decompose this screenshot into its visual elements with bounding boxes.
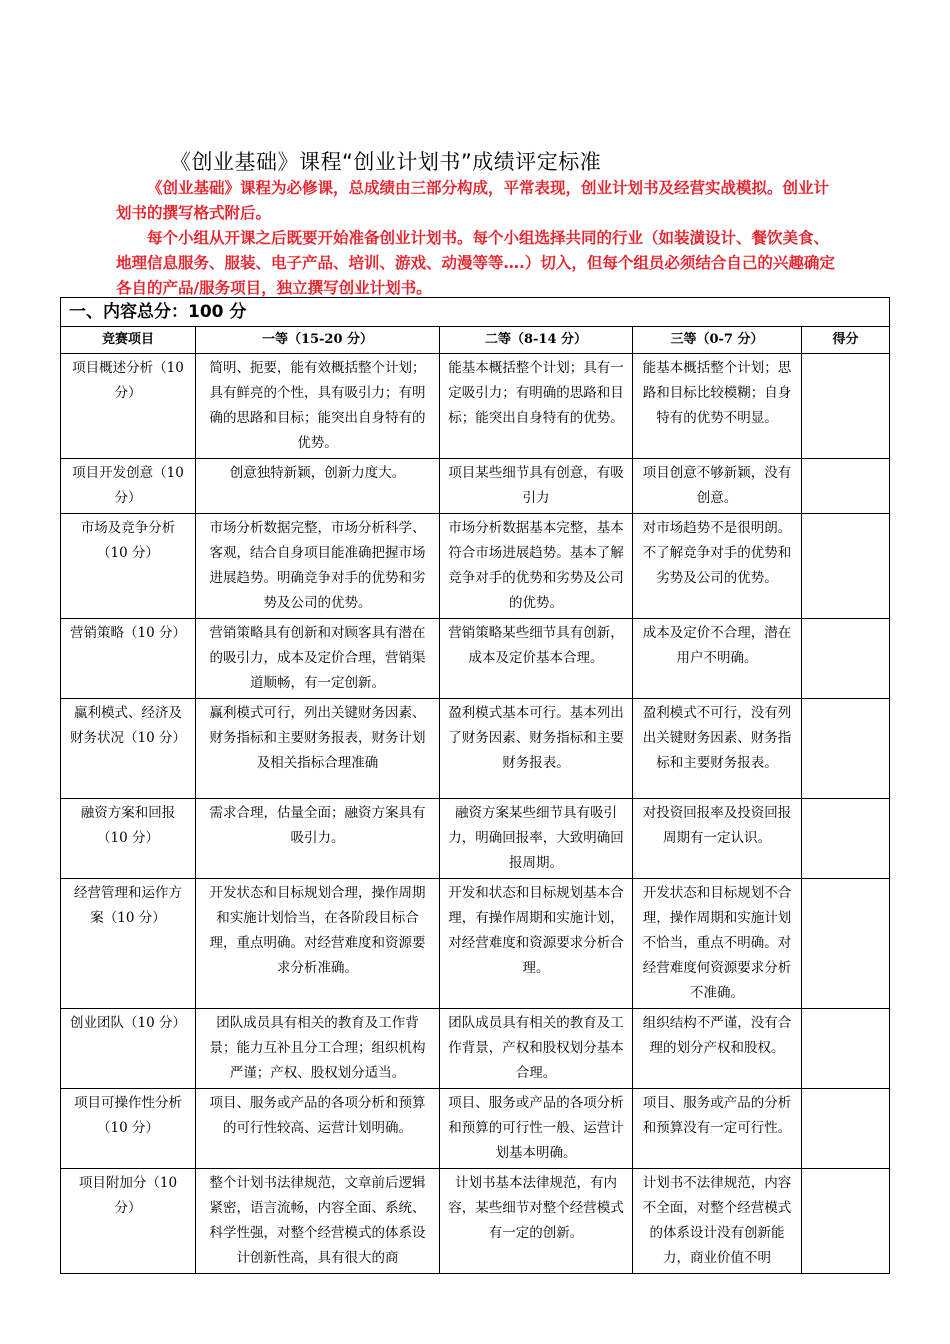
row-second-class: 项目某些细节具有创意，有吸引力	[440, 459, 633, 514]
row-score[interactable]	[802, 1089, 890, 1169]
intro-paragraph-2	[116, 226, 836, 301]
section-title: 一、内容总分：100 分	[61, 298, 890, 327]
row-score[interactable]	[802, 1169, 890, 1274]
table-row	[61, 799, 890, 879]
row-second-class: 营销策略某些细节具有创新，成本及定价基本合理。	[440, 619, 633, 699]
section-header-row	[61, 298, 890, 327]
row-third-class: 能基本概括整个计划；思路和目标比较模糊；自身特有的优势不明显。	[633, 354, 802, 459]
row-item: 创业团队（10 分）	[61, 1009, 196, 1089]
row-item: 赢利模式、经济及财务状况（10 分）	[61, 699, 196, 799]
row-second-class: 融资方案某些细节具有吸引力，明确回报率，大致明确回报周期。	[440, 799, 633, 879]
row-item: 经营管理和运作方案（10 分）	[61, 879, 196, 1009]
row-score[interactable]	[802, 459, 890, 514]
row-third-class: 项目、服务或产品的分析和预算没有一定可行性。	[633, 1089, 802, 1169]
row-item: 融资方案和回报（10 分）	[61, 799, 196, 879]
row-item: 项目可操作性分析（10 分）	[61, 1089, 196, 1169]
row-first-class: 需求合理，估量全面；融资方案具有吸引力。	[196, 799, 440, 879]
row-third-class: 开发状态和目标规划不合理，操作周期和实施计划不恰当，重点不明确。对经营难度何资源要求分析不准确。	[633, 879, 802, 1009]
table-row	[61, 879, 890, 1009]
row-item: 营销策略（10 分）	[61, 619, 196, 699]
page-title: 《创业基础》课程“创业计划书”成绩评定标准	[170, 150, 602, 174]
table-row	[61, 1169, 890, 1274]
row-score[interactable]	[802, 879, 890, 1009]
table-row	[61, 354, 890, 459]
row-second-class: 盈利模式基本可行。基本列出了财务因素、财务指标和主要财务报表。	[440, 699, 633, 799]
row-third-class: 成本及定价不合理，潜在用户不明确。	[633, 619, 802, 699]
row-score[interactable]	[802, 699, 890, 799]
row-third-class: 对投资回报率及投资回报周期有一定认识。	[633, 799, 802, 879]
row-item: 市场及竞争分析（10 分）	[61, 514, 196, 619]
table-row	[61, 1089, 890, 1169]
row-first-class: 营销策略具有创新和对顾客具有潜在的吸引力，成本及定价合理，营销渠道顺畅，有一定创新。	[196, 619, 440, 699]
row-third-class: 对市场趋势不是很明朗。不了解竞争对手的优势和劣势及公司的优势。	[633, 514, 802, 619]
row-first-class: 赢利模式可行，列出关键财务因素、财务指标和主要财务报表，财务计划及相关指标合理准确	[196, 699, 440, 799]
table-row	[61, 459, 890, 514]
row-third-class: 计划书不法律规范，内容不全面，对整个经营模式的体系设计没有创新能力，商业价值不明	[633, 1169, 802, 1274]
row-first-class: 简明、扼要，能有效概括整个计划；具有鲜亮的个性，具有吸引力；有明确的思路和目标；能突出自身特有的优势。	[196, 354, 440, 459]
row-third-class: 项目创意不够新颖，没有创意。	[633, 459, 802, 514]
row-item: 项目附加分（10 分）	[61, 1169, 196, 1274]
table-row	[61, 1009, 890, 1089]
intro-text-2: 每个小组从开课之后既要开始准备创业计划书。每个小组选择共同的行业（如装潢设计、餐饮美食、地理信息服务、服装、电子产品、培训、游戏、动漫等等….）切入，但每个组员必须结合自己的兴趣确定各自的产品/服务项目，独立撰写创业计划书。	[116, 229, 835, 297]
row-item: 项目概述分析（10 分）	[61, 354, 196, 459]
header-second-class: 二等（8-14 分）	[440, 327, 633, 354]
table-row	[61, 619, 890, 699]
intro-text-1: 《创业基础》课程为必修课，总成绩由三部分构成，平常表现，创业计划书及经营实战模拟。创业计划书的撰写格式附后。	[116, 179, 830, 222]
row-first-class: 市场分析数据完整，市场分析科学、客观，结合自身项目能准确把握市场进展趋势。明确竞争对手的优势和劣势及公司的优势。	[196, 514, 440, 619]
table-row	[61, 514, 890, 619]
table-row	[61, 699, 890, 799]
row-third-class: 盈利模式不可行，没有列出关键财务因素、财务指标和主要财务报表。	[633, 699, 802, 799]
row-second-class: 团队成员具有相关的教育及工作背景，产权和股权划分基本合理。	[440, 1009, 633, 1089]
scoring-table	[60, 297, 890, 1274]
header-third-class: 三等（0-7 分）	[633, 327, 802, 354]
row-second-class: 项目、服务或产品的各项分析和预算的可行性一般、运营计划基本明确。	[440, 1089, 633, 1169]
header-first-class: 一等（15-20 分）	[196, 327, 440, 354]
row-first-class: 项目、服务或产品的各项分析和预算的可行性较高、运营计划明确。	[196, 1089, 440, 1169]
row-second-class: 开发和状态和目标规划基本合理，有操作周期和实施计划，对经营难度和资源要求分析合理。	[440, 879, 633, 1009]
row-score[interactable]	[802, 514, 890, 619]
row-score[interactable]	[802, 799, 890, 879]
header-score: 得分	[802, 327, 890, 354]
row-first-class: 创意独特新颖，创新力度大。	[196, 459, 440, 514]
table-header-row	[61, 327, 890, 354]
row-second-class: 计划书基本法律规范，有内容，某些细节对整个经营模式有一定的创新。	[440, 1169, 633, 1274]
intro-paragraph-1	[116, 176, 836, 226]
header-item: 竞赛项目	[61, 327, 196, 354]
row-score[interactable]	[802, 354, 890, 459]
row-item: 项目开发创意（10 分）	[61, 459, 196, 514]
row-second-class: 能基本概括整个计划；具有一定吸引力；有明确的思路和目标；能突出自身特有的优势。	[440, 354, 633, 459]
row-first-class: 开发状态和目标规划合理，操作周期和实施计划恰当，在各阶段目标合理，重点明确。对经营难度和资源要求分析准确。	[196, 879, 440, 1009]
row-score[interactable]	[802, 1009, 890, 1089]
row-first-class: 团队成员具有相关的教育及工作背景；能力互补且分工合理；组织机构严谨；产权、股权划分适当。	[196, 1009, 440, 1089]
row-first-class: 整个计划书法律规范，文章前后逻辑紧密，语言流畅，内容全面、系统、科学性强，对整个经营模式的体系设计创新性高，具有很大的商	[196, 1169, 440, 1274]
row-third-class: 组织结构不严谨，没有合理的划分产权和股权。	[633, 1009, 802, 1089]
row-second-class: 市场分析数据基本完整，基本符合市场进展趋势。基本了解竞争对手的优势和劣势及公司的优势。	[440, 514, 633, 619]
row-score[interactable]	[802, 619, 890, 699]
